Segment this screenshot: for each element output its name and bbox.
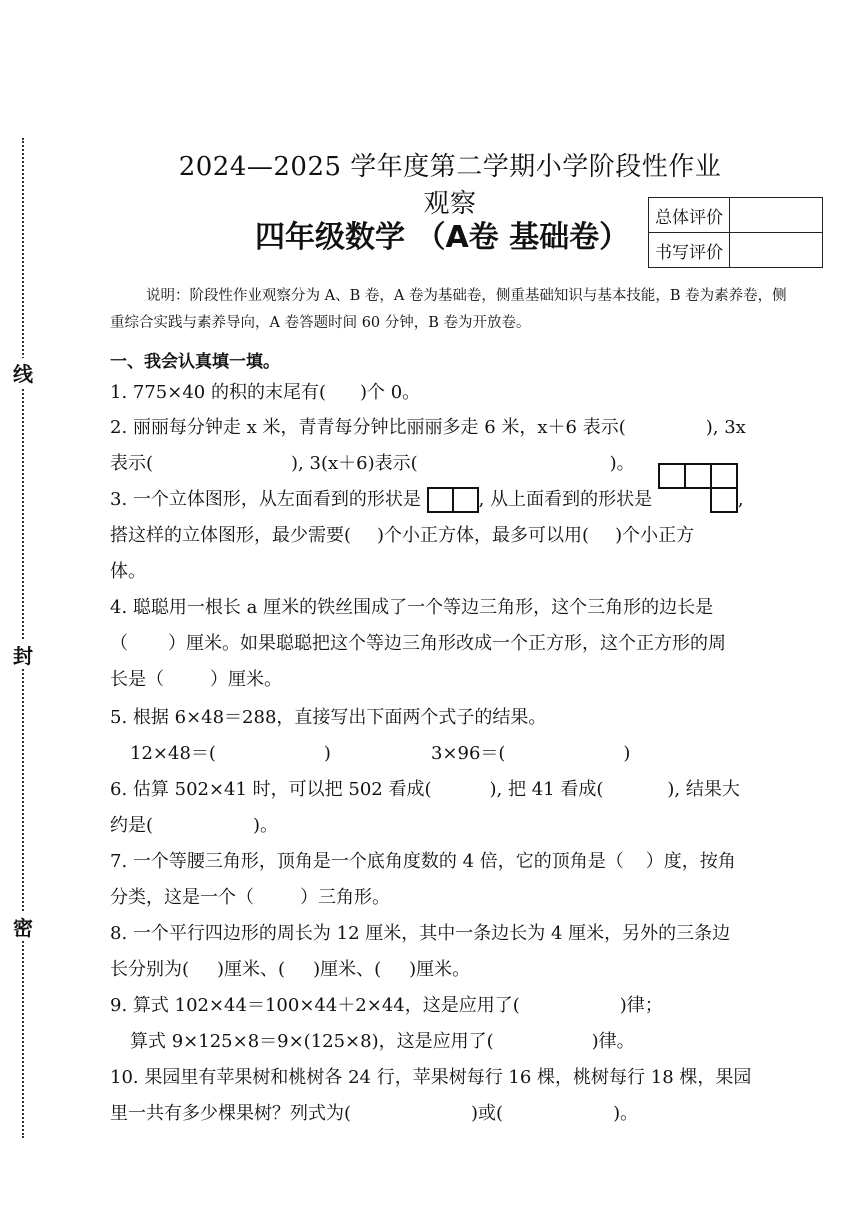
question-2: 2. 丽丽每分钟走 x 米，青青每分钟比丽丽多走 6 米，x＋6 表示( ), 3x 表示( ), 3(x＋6)表示( )。 — [110, 417, 746, 474]
binding-line — [22, 138, 24, 1138]
question-6: 6. 估算 502×41 时，可以把 502 看成( ), 把 41 看成( ), 结果大 约是( )。 — [110, 779, 740, 836]
seal-char-mi: 密 — [8, 912, 38, 941]
section-title: 一、我会认真填一填。 — [110, 352, 280, 372]
seal-char-xian: 线 — [8, 358, 38, 387]
left-view-shape-icon — [427, 486, 479, 514]
eval-label-writing: 书写评价 — [649, 233, 730, 268]
eval-value-overall[interactable] — [730, 198, 823, 233]
question-4: 4. 聪聪用一根长 a 厘米的铁丝围成了一个等边三角形，这个三角形的边长是 （ ）厘米。如果聪聪把这个等边三角形改成一个正方形，这个正方形的周 长是（ ）厘米。 — [110, 597, 726, 690]
evaluation-table — [648, 197, 823, 268]
question-5: 5. 根据 6×48＝288，直接写出下面两个式子的结果。 12×48＝( ) 3×96＝( ) — [110, 707, 631, 764]
question-8: 8. 一个平行四边形的周长为 12 厘米，其中一条边长为 4 厘米，另外的三条边 长分别为( )厘米、( )厘米、( )厘米。 — [110, 923, 731, 980]
question-3: 3. 一个立体图形，从左面看到的形状是 , 从上面看到的形状是 , 搭这样的立体图形，最少需要( )个小正方体，最多可以用( )个小正方 体。 — [110, 482, 790, 590]
question-10: 10. 果园里有苹果树和桃树各 24 行，苹果树每行 16 棵，桃树每行 18 棵，果园 里一共有多少棵果树？列式为( )或( )。 — [110, 1067, 752, 1124]
question-1: 1. 775×40 的积的末尾有( )个 0。 — [110, 382, 421, 403]
eval-label-overall: 总体评价 — [649, 198, 730, 233]
exam-title: 2024—2025 学年度第二学期小学阶段性作业观察 — [178, 152, 722, 219]
instructions-note: 说明：阶段性作业观察分为 A、B 卷，A 卷为基础卷，侧重基础知识与基本技能，B 卷为素养卷，侧重综合实践与素养导向，A 卷答题时间 60 分钟，B 卷为开放卷。 — [110, 288, 787, 331]
question-9: 9. 算式 102×44＝100×44＋2×44，这是应用了( )律； 算式 9×125×8＝9×(125×8)，这是应用了( )律。 — [110, 995, 663, 1052]
exam-subtitle: 四年级数学 （A卷 基础卷） — [255, 220, 630, 255]
top-view-shape-icon — [658, 462, 738, 514]
question-7: 7. 一个等腰三角形，顶角是一个底角度数的 4 倍，它的顶角是（ ）度，按角 分类，这是一个（ ）三角形。 — [110, 851, 736, 908]
seal-char-feng: 封 — [8, 640, 38, 669]
eval-value-writing[interactable] — [730, 233, 823, 268]
